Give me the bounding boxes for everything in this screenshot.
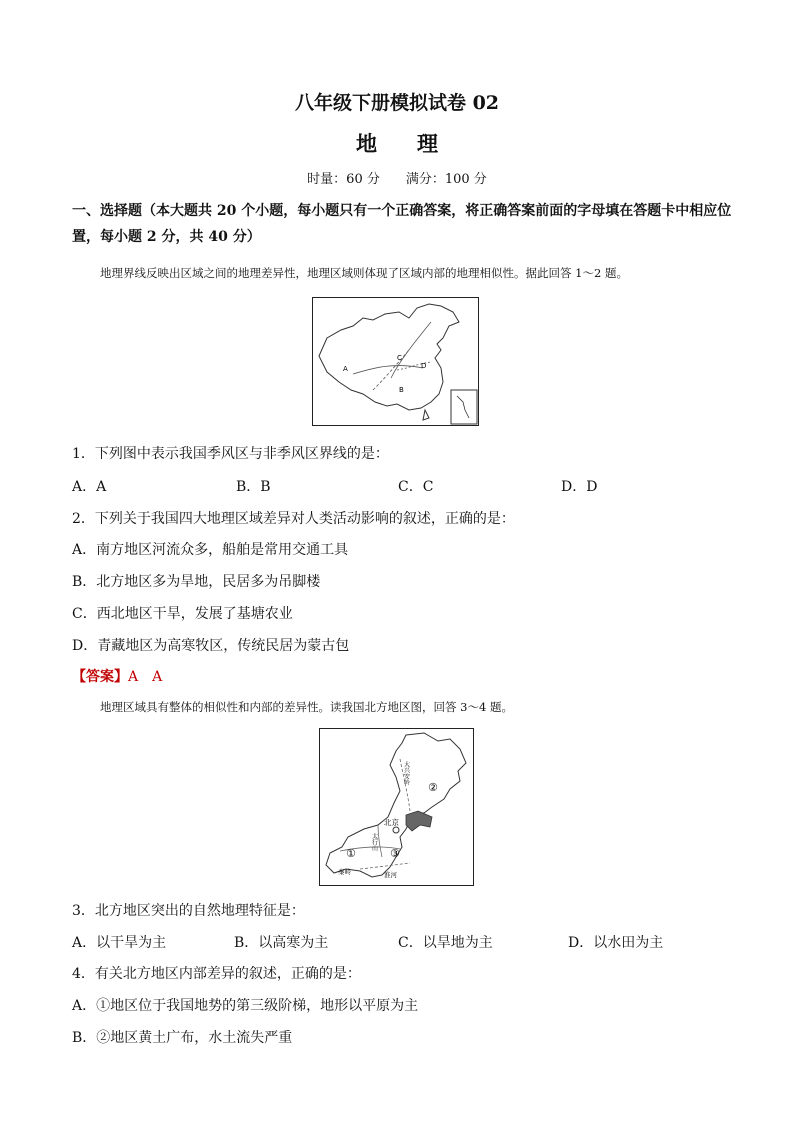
q1-option-b: B．B: [236, 479, 271, 495]
q4-option-a: A．①地区位于我国地势的第三级阶梯，地形以平原为主: [72, 998, 419, 1014]
time-label: 时量：60 分: [307, 172, 380, 187]
q2-option-c: C．西北地区干旱，发展了基塘农业: [72, 606, 293, 622]
china-map-graphic: [313, 298, 478, 425]
q1-option-d: D．D: [561, 479, 598, 495]
q4-stem: 4．有关北方地区内部差异的叙述，正确的是：: [72, 966, 361, 982]
map1-label-a: A: [343, 365, 348, 373]
map2-label-beijing: 北京: [384, 818, 399, 827]
q3-option-a: A．以干旱为主: [72, 935, 167, 951]
q2-stem: 2．下列关于我国四大地理区域差异对人类活动影响的叙述，正确的是：: [72, 511, 515, 527]
section-heading: [72, 198, 732, 250]
q2-option-d: D．青藏地区为高寒牧区，传统民居为蒙古包: [72, 638, 350, 654]
answer-value: A A: [128, 669, 163, 685]
map1-label-b: B: [399, 386, 404, 394]
exam-title: 八年级下册模拟试卷 02: [294, 92, 500, 114]
q2-option-b: B．北方地区多为旱地，民居多为吊脚楼: [72, 574, 321, 590]
score-label: 满分：100 分: [405, 172, 487, 187]
subject-char-1: 地: [356, 131, 377, 156]
section-heading-line2: 置，每小题 2 分，共 40 分）: [72, 229, 261, 245]
north-china-map: [319, 728, 474, 886]
north-china-map-graphic: [320, 729, 473, 885]
group1-intro: 地理界线反映出区域之间的地理差异性，地理区域则体现了区域内部的地理相似性。据此回答 1～2 题。: [100, 266, 628, 280]
map2-label-taihang: 太行山: [370, 833, 378, 851]
map2-label-region1: ①: [346, 847, 356, 860]
map2-label-region3: ③: [390, 847, 400, 860]
section-heading-line1: 一、选择题（本大题共 20 个小题，每小题只有一个正确答案，将正确答案前面的字母填在答题卡中相应位: [72, 203, 732, 219]
subject-char-2: 理: [417, 131, 438, 156]
subject-title: [0, 128, 794, 158]
map1-label-c: C: [397, 354, 402, 362]
answer-tag: 【答案】: [72, 669, 128, 685]
q3-option-b: B．以高寒为主: [234, 935, 329, 951]
map2-label-qinling: 秦岭: [338, 868, 351, 876]
q1-stem: 1．下列图中表示我国季风区与非季风区界线的是：: [72, 446, 389, 462]
exam-meta: [0, 168, 794, 187]
q3-option-d: D．以水田为主: [568, 935, 664, 951]
map2-label-huaihe: 淮河: [384, 871, 397, 879]
group2-intro: 地理区域具有整体的相似性和内部的差异性。读我国北方地区图，回答 3～4 题。: [100, 700, 513, 714]
map2-label-region2: ②: [428, 781, 438, 794]
map2-label-daxinganling: 大兴安岭: [402, 761, 410, 785]
q4-option-b: B．②地区黄土广布，水土流失严重: [72, 1030, 293, 1046]
q3-stem: 3．北方地区突出的自然地理特征是：: [72, 903, 305, 919]
map1-label-d: D: [421, 362, 427, 370]
answer-1-2: [72, 666, 162, 686]
china-map: [312, 297, 479, 426]
q3-option-c: C．以旱地为主: [398, 935, 493, 951]
q1-option-c: C．C: [398, 479, 434, 495]
q2-option-a: A．南方地区河流众多，船舶是常用交通工具: [72, 542, 349, 558]
q1-option-a: A．A: [72, 479, 107, 495]
